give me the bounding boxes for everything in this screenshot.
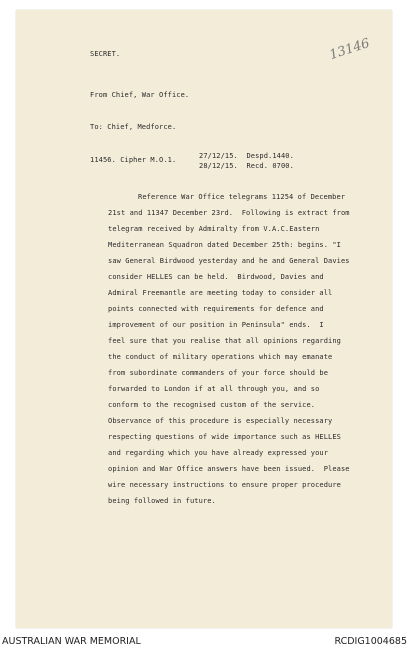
body-line: Reference War Office telegrams 11254 of December [138,193,346,201]
to-line: To: Chief, Medforce. [90,123,177,131]
body-line: the conduct of military operations which may emanate [108,353,333,361]
body-line: Admiral Freemantle are meeting today to consider all [108,289,333,297]
handwritten-reference: 13146 [327,35,372,64]
from-line: From Chief, War Office. [90,91,190,99]
body-line: points connected with requirements for defence and [108,305,324,313]
body-line: telegram received by Admiralty from V.A.C.Eastern [108,225,320,233]
archive-footer [2,636,407,650]
classification-label: SECRET. [90,50,121,58]
body-line: 21st and 11347 December 23rd. Following is extract from [108,209,350,217]
body-line: Observance of this procedure is especially necessary [108,417,333,425]
body-line: improvement of our position in Peninsula" ends. I [108,321,324,329]
body-line: feel sure that you realise that all opinions regarding [108,337,341,345]
record-id-label: RCDIG1004685 [334,636,407,647]
body-line: and regarding which you have already expressed your [108,449,329,457]
body-line: respecting questions of wide importance such as HELLES [108,433,341,441]
body-line: conform to the recognised custom of the service. [108,401,316,409]
body-line: consider HELLES can be held. Birdwood, Davies and [108,273,324,281]
institution-label: AUSTRALIAN WAR MEMORIAL [2,636,141,647]
document-sheet [16,10,392,628]
body-line: from subordinate commanders of your force should be [108,369,329,377]
body-line: being followed in future. [108,497,216,505]
body-line: forwarded to London if at all through you, and so [108,385,320,393]
dispatch-dates: 27/12/15. Despd.1440. 28/12/15. Recd. 0700. [199,152,294,170]
cipher-line: 11456. Cipher M.O.1. [90,156,177,164]
body-line: saw General Birdwood yesterday and he and General Davies [108,257,350,265]
body-line: opinion and War Office answers have been issued. Please [108,465,350,473]
body-line: wire necessary instructions to ensure proper procedure [108,481,341,489]
body-line: Mediterranean Squadron dated December 25th: begins. "I [108,241,341,249]
